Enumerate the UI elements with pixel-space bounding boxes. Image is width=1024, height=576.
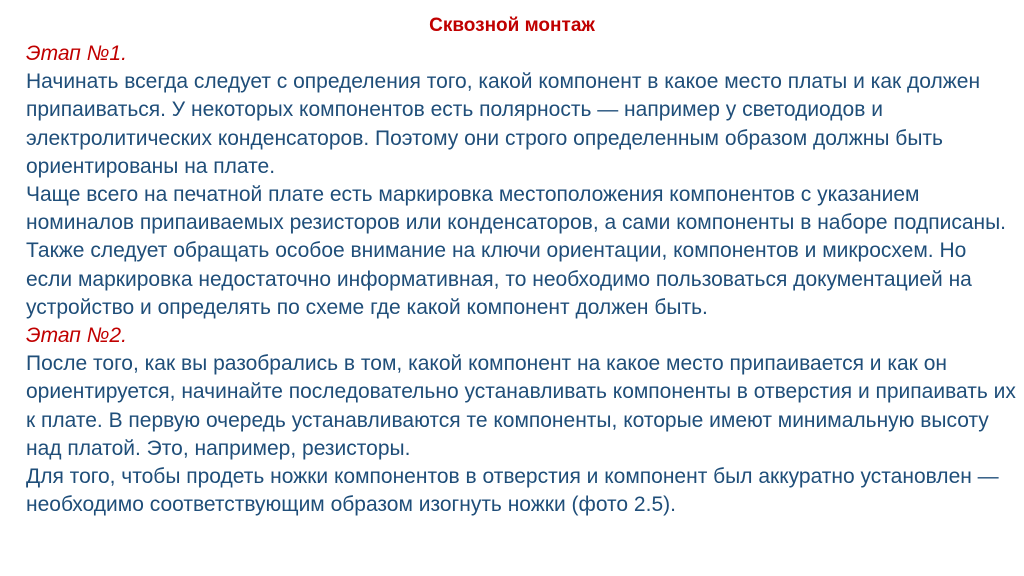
slide-title: Сквозной монтаж [429, 15, 595, 36]
stage-2-paragraph-2: Для того, чтобы продеть ножки компонентов в отверстия и компонент был аккуратно установлен — необходимо соответствующим образом изогнуть ножки (фото 2.5). [26, 465, 999, 517]
stage-2-heading: Этап №2. [26, 324, 127, 348]
stage-1-paragraph-1: Начинать всегда следует с определения того, какой компонент в какое место платы и как должен припаиваться. У некоторых компонентов есть полярность — например у светодиодов и электролитических конденсаторов. Поэтому они строго определенным образом должны быть ориентированы на плате. [26, 70, 981, 178]
stage-1-heading: Этап №1. [26, 42, 127, 65]
slide-body [26, 40, 1016, 519]
stage-1-paragraph-2: Чаще всего на печатной плате есть маркировка местоположения компонентов с указанием номиналов припаиваемых резисторов или конденсаторов, а сами компоненты в наборе подписаны. Также следует обращать особое внимание на ключи ориентации, компонентов и микросхем. Но если маркировка недостаточно информативная, то необходимо пользоваться документацией на устройство и определять по схеме где какой компонент должен быть. [26, 183, 1007, 319]
stage-2-paragraph-1: После того, как вы разобрались в том, какой компонент на какое место припаивается и как он ориентируется, начинайте последовательно устанавливать компоненты в отверстия и припаивать их к плате. В первую очередь устанавливаются те компоненты, которые имеют минимальную высоту над платой. Это, например, резисторы. [26, 352, 1016, 460]
